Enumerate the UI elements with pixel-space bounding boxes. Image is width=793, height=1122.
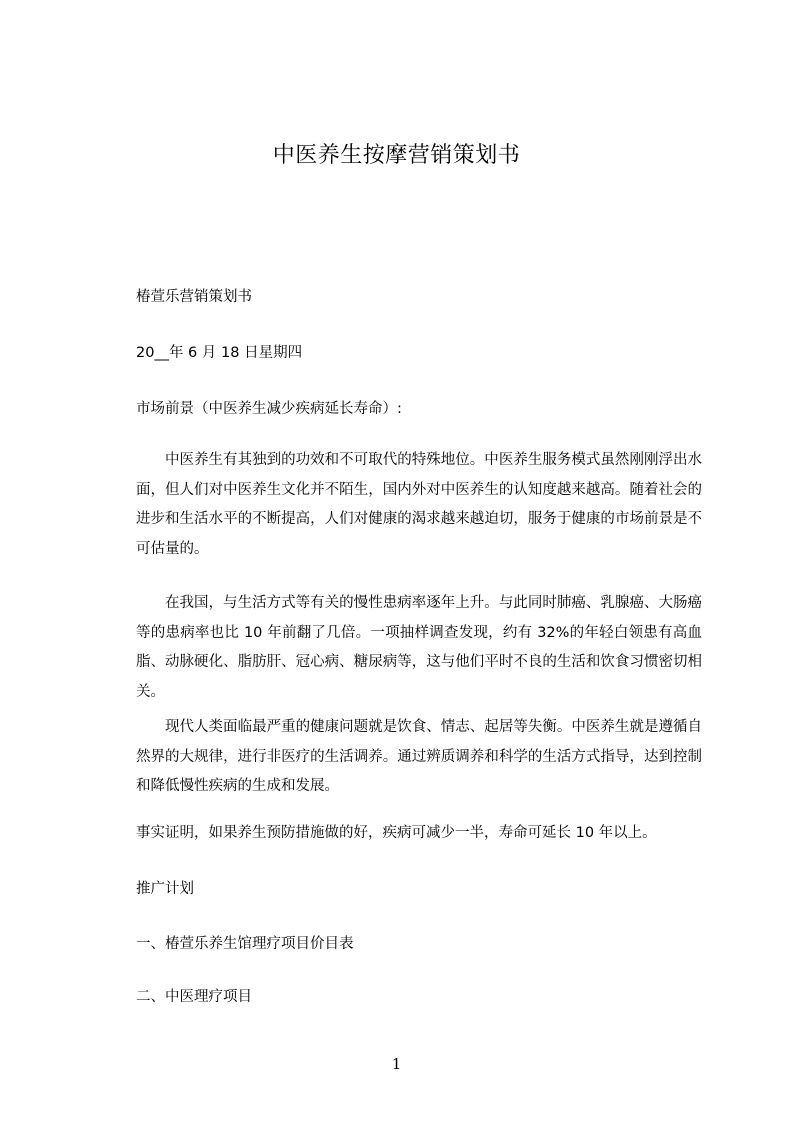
paragraph-health-balance: 现代人类面临最严重的健康问题就是饮食、情志、起居等失衡。中医养生就是遵循自然界的大规律，进行非医疗的生活调养。通过辨质调养和科学的生活方式指导，达到控制和降低慢性疾病的生成和发展。 [136, 719, 702, 794]
fact-line: 事实证明，如果养生预防措施做的好，疾病可减少一半，寿命可延长 10 年以上。 [136, 825, 657, 841]
market-heading: 市场前景（中医养生减少疾病延长寿命）: [136, 401, 402, 417]
promotion-heading: 推广计划 [136, 881, 194, 897]
document-title: 中医养生按摩营销策划书 [272, 143, 521, 168]
paragraph-chronic-disease: 在我国，与生活方式等有关的慢性患病率逐年上升。与此同时肺癌、乳腺癌、大肠癌等的患病率也比 10 年前翻了几倍。一项抽样调查发现，约有 32%的年轻白领患有高血脂、动脉硬化、脂肪肝、冠心病、糖尿病等，这与他们平时不良的生活和饮食习惯密切相关。 [136, 595, 702, 700]
section-price-list: 一、椿萱乐养生馆理疗项目价目表 [136, 936, 354, 952]
page-number: 1 [391, 1055, 402, 1073]
paragraph-market-outlook: 中医养生有其独到的功效和不可取代的特殊地位。中医养生服务模式虽然刚刚浮出水面，但人们对中医养生文化并不陌生，国内外对中医养生的认知度越来越高。随着社会的进步和生活水平的不断提高，人们对健康的渴求越来越迫切，服务于健康的市场前景是不可估量的。 [136, 452, 702, 557]
date-line: 20__年 6 月 18 日星期四 [136, 345, 303, 361]
subtitle-line: 椿萱乐营销策划书 [136, 289, 252, 305]
section-therapy-items: 二、中医理疗项目 [136, 989, 252, 1005]
